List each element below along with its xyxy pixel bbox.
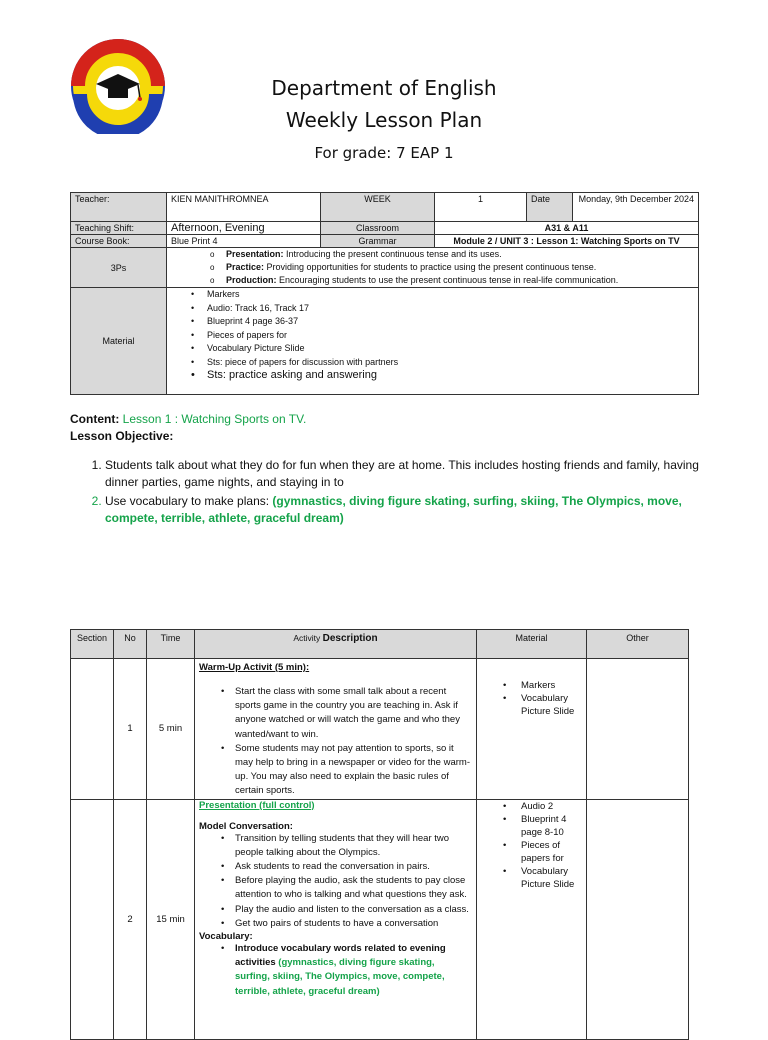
week-value: 1 [435, 193, 527, 222]
list-item: • Start the class with some small talk about a recent sports game in the country you are teaching in. Ask if anyone watched or will watch the game and who they wanted/want to win. [235, 685, 472, 742]
row-time: 15 min [147, 799, 195, 1039]
row-materials [477, 799, 587, 1039]
ppp-item: o Production: Encouraging students to use the present continuous tense in real-life communication. [226, 274, 694, 287]
warmup-heading: Warm-Up Activit (5 min): [199, 662, 310, 673]
activity-table [70, 629, 689, 1040]
table-row [71, 799, 689, 1039]
list-item: • Pieces of papers for [521, 839, 582, 865]
list-item: • Blueprint 4 page 8-10 [521, 813, 582, 839]
lesson-title: Lesson 1 : Watching Sports on TV. [122, 412, 307, 426]
header-no: No [114, 630, 147, 659]
ppp-cell [167, 248, 699, 288]
list-item: • Before playing the audio, ask the students to pay close attention to who is talking and what questions they ask. [235, 874, 472, 902]
content-section [70, 411, 710, 527]
material-item: • Blueprint 4 page 36-37 [207, 315, 694, 329]
row-number: 1 [114, 659, 147, 800]
material-label: Material [71, 288, 167, 395]
grade-line: For grade: 7 EAP 1 [314, 144, 454, 162]
header-activity: Activity Description [195, 630, 477, 659]
other-cell [587, 659, 689, 800]
other-cell [587, 799, 689, 1039]
row-number: 2 [114, 799, 147, 1039]
vocabulary-list [199, 942, 472, 999]
presentation-heading: Presentation (full control) [199, 799, 315, 811]
list-item: • Some students may not pay attention to sports, so it may help to bring in a newspaper or video for the warm-up. You may also need to explain the basic rules of certain sports. [235, 742, 472, 799]
row-time: 5 min [147, 659, 195, 800]
teacher-label: Teacher: [71, 193, 167, 222]
material-list [171, 288, 694, 383]
list-item: • Get two pairs of students to have a conversation [235, 917, 472, 931]
list-item: • Audio 2 [521, 800, 582, 813]
model-conversation-heading: Model Conversation: [199, 820, 293, 832]
header-material: Material [477, 630, 587, 659]
date-label: Date [527, 193, 573, 222]
material-item: • Vocabulary Picture Slide [207, 342, 694, 356]
book-value: Blue Print 4 [167, 235, 321, 248]
list-item: • Introduce vocabulary words related to evening activities (gymnastics, diving figure skating, surfing, skiing, The Olympics, move, compete, terrible, athlete, graceful dream) [235, 942, 472, 999]
grammar-label: Grammar [321, 235, 435, 248]
week-label: WEEK [321, 193, 435, 222]
presentation-list [199, 832, 472, 931]
content-line [70, 411, 710, 428]
row-description [195, 799, 477, 1039]
materials-list [481, 800, 582, 891]
plan-title: Weekly Lesson Plan [285, 108, 483, 132]
table-row [71, 659, 689, 800]
material-item: • Pieces of papers for [207, 329, 694, 343]
teacher-name: KIEN MANITHROMNEA [167, 193, 321, 222]
shift-label: Teaching Shift: [71, 222, 167, 235]
row-materials [477, 659, 587, 800]
list-item: • Vocabulary Picture Slide [521, 692, 582, 718]
book-label: Course Book: [71, 235, 167, 248]
header-section: Section [71, 630, 114, 659]
date-value: Monday, 9th December 2024 [573, 193, 699, 222]
vocabulary-heading: Vocabulary: [199, 931, 253, 943]
material-item: • Sts: practice asking and answering [207, 369, 694, 383]
shift-value: Afternoon, Evening [167, 222, 321, 235]
material-cell [167, 288, 699, 395]
warmup-list [199, 685, 472, 799]
materials-list [481, 679, 582, 718]
section-cell [71, 799, 114, 1039]
list-item: • Vocabulary Picture Slide [521, 865, 582, 891]
objective-item: 2. Use vocabulary to make plans: (gymnastics, diving figure skating, surfing, skiing, The Olympics, move, compete, terrible, athlete, graceful dream) [105, 493, 710, 527]
grammar-value: Module 2 / UNIT 3 : Lesson 1: Watching Sports on TV [435, 235, 699, 248]
content-label: Content: [70, 412, 120, 426]
objective-list [70, 457, 710, 527]
material-item: • Sts: piece of papers for discussion with partners [207, 356, 694, 370]
ppp-label: 3Ps [71, 248, 167, 288]
row-description [195, 659, 477, 800]
ppp-item: o Presentation: Introducing the present continuous tense and its uses. [226, 248, 694, 261]
ppp-item: o Practice: Providing opportunities for students to practice using the present continuous tense. [226, 261, 694, 274]
list-item: • Ask students to read the conversation in pairs. [235, 860, 472, 874]
list-item: • Markers [521, 679, 582, 692]
objective-item: 1. Students talk about what they do for fun when they are at home. This includes hosting friends and family, having dinner parties, game nights, and staying in to [105, 457, 710, 491]
classroom-value: A31 & A11 [435, 222, 699, 235]
classroom-label: Classroom [321, 222, 435, 235]
ppp-list [171, 248, 694, 287]
lesson-info-table [70, 192, 699, 395]
list-item: • Play the audio and listen to the conversation as a class. [235, 903, 472, 917]
material-item: • Audio: Track 16, Track 17 [207, 302, 694, 316]
list-item: • Transition by telling students that they will hear two people talking about the Olympics. [235, 832, 472, 860]
section-cell [71, 659, 114, 800]
department-title: Department of English [271, 76, 497, 100]
objective-label: Lesson Objective: [70, 429, 174, 443]
material-item: • Markers [207, 288, 694, 302]
header-other: Other [587, 630, 689, 659]
vocab-list: (gymnastics, diving figure skating, surfing, skiing, The Olympics, move, compete, terrible, athlete, graceful dream) [105, 494, 682, 525]
header-time: Time [147, 630, 195, 659]
